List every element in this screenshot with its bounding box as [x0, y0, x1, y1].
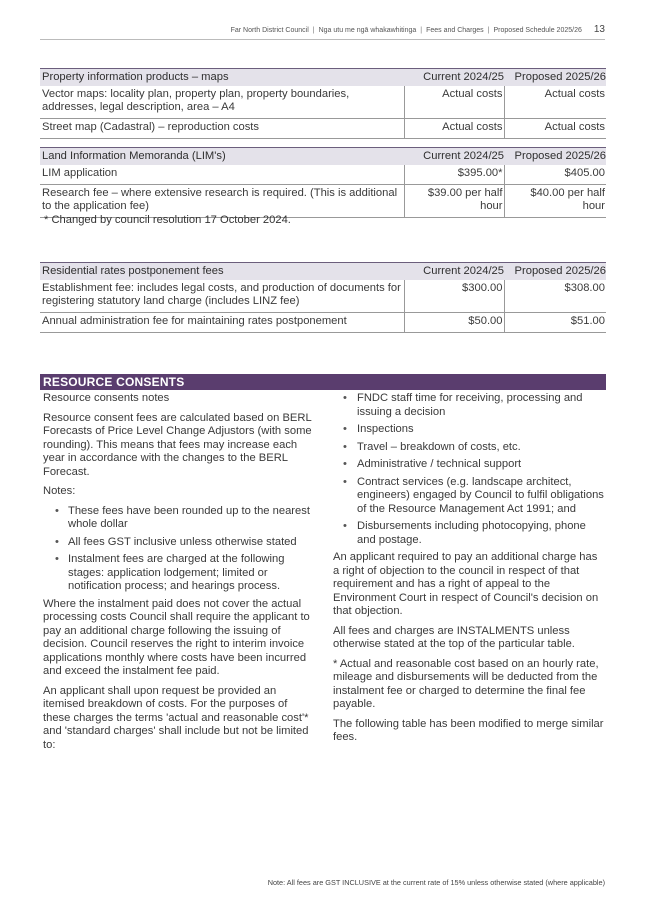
column-header-current: Current 2024/25 — [404, 148, 504, 166]
paragraph: * Actual and reasonable cost based on an hourly rate, mileage and disbursements will be deducted from the instalment fee or charged to determine the final fee payable. — [333, 657, 599, 710]
fee-description: Street map (Cadastral) – reproduction costs — [40, 119, 404, 139]
list-item: • Travel – breakdown of costs, etc. — [333, 441, 605, 455]
list-item: • Inspections — [333, 423, 605, 437]
list-item: • Contract services (e.g. landscape architect, engineers) engaged by Council to fulfil obligations of the Resource Management Act 1991; and — [333, 476, 605, 517]
paragraph: Resource consent fees are calculated based on BERL Forecasts of Price Level Change Adjustors (with some rounding). This means that fees may increase each year in accordance with the changes to the BERL Forecast. — [43, 411, 312, 478]
fee-current: $39.00 per half hour — [404, 185, 504, 218]
fee-proposed: $405.00 — [504, 165, 606, 185]
table-header-row — [40, 69, 606, 87]
fee-current: $300.00 — [404, 280, 504, 313]
table-row — [40, 185, 606, 218]
page-header: Far North District Council | Nga utu me ngā whakawhitinga | Fees and Charges | Proposed Schedule 2025/26 13 — [230, 24, 605, 35]
paragraph: Resource consents notes — [43, 392, 170, 404]
table-header-row — [40, 263, 606, 281]
fee-proposed: Actual costs — [504, 119, 606, 139]
fee-proposed: $308.00 — [504, 280, 606, 313]
paragraph: All fees and charges are INSTALMENTS unless otherwise stated at the top of the particular table. — [333, 624, 575, 650]
resource-consents-banner: RESOURCE CONSENTS — [40, 374, 606, 390]
column-header-current: Current 2024/25 — [404, 69, 504, 87]
table-row — [40, 165, 606, 185]
paragraph: The following table has been modified to merge similar fees. — [333, 717, 604, 743]
list-item: • These fees have been rounded up to the nearest whole dollar — [43, 505, 315, 532]
paragraph: An applicant shall upon request be provided an itemised breakdown of costs. For the purposes of these charges the terms 'actual and reasonable cost'* and 'standard charges' shall include but not be limited to: — [43, 684, 309, 751]
fee-current: Actual costs — [404, 119, 504, 139]
lim-fee-table — [40, 147, 606, 218]
list-item: • Instalment fees are charged at the following stages: application lodgement; limited or notification process; and hearings process. — [43, 553, 315, 594]
rates-postponement-fee-table — [40, 262, 606, 333]
fee-proposed: Actual costs — [504, 86, 606, 119]
header-org: Far North District Council — [230, 27, 309, 34]
table-row — [40, 86, 606, 119]
column-header-proposed: Proposed 2025/26 — [504, 69, 606, 87]
fee-description: Research fee – where extensive research is required. (This is additional to the application fee) — [40, 185, 404, 218]
fee-current: Actual costs — [404, 86, 504, 119]
paragraph: Notes: — [43, 485, 76, 497]
column-header-proposed: Proposed 2025/26 — [504, 148, 606, 166]
fee-description: Establishment fee: includes legal costs, and production of documents for registering statutory land charge (includes LINZ fee) — [40, 280, 404, 313]
list-item: • Administrative / technical support — [333, 458, 605, 472]
paragraph: An applicant required to pay an additional charge has a right of objection to the council in respect of that requirement and has a right of appeal to the Environment Court in respect of Council's decision on that objection. — [333, 551, 599, 617]
fee-current: $395.00* — [404, 165, 504, 185]
header-schedule: Proposed Schedule 2025/26 — [493, 27, 582, 34]
cost-items-list — [333, 392, 605, 547]
fee-proposed: $40.00 per half hour — [504, 185, 606, 218]
fee-description: Annual administration fee for maintaining rates postponement — [40, 313, 404, 333]
header-divider — [40, 39, 605, 40]
fee-proposed: $51.00 — [504, 313, 606, 333]
table-title: Land Information Memoranda (LIM's) — [40, 148, 404, 166]
fee-description: LIM application — [40, 165, 404, 185]
column-header-proposed: Proposed 2025/26 — [504, 263, 606, 281]
column-header-current: Current 2024/25 — [404, 263, 504, 281]
list-item: • Disbursements including photocopying, phone and postage. — [333, 520, 605, 547]
table-title: Residential rates postponement fees — [40, 263, 404, 281]
resource-notes-right-column — [333, 392, 605, 751]
list-item: • All fees GST inclusive unless otherwise stated — [43, 536, 315, 550]
resource-notes-left-column — [43, 392, 315, 758]
table-title: Property information products – maps — [40, 69, 404, 87]
page-footer-note: Note: All fees are GST INCLUSIVE at the current rate of 15% unless otherwise stated (where applicable) — [267, 878, 605, 887]
lim-footnote: * Changed by council resolution 17 October 2024. — [44, 214, 291, 226]
table-header-row — [40, 148, 606, 166]
fee-description: Vector maps: locality plan, property plan, property boundaries, addresses, legal description, area – A4 — [40, 86, 404, 119]
header-section: Fees and Charges — [426, 27, 484, 34]
table-row — [40, 313, 606, 333]
paragraph: Where the instalment paid does not cover the actual processing costs Council shall require the applicant to pay an additional charge following the issuing of decision. Council reserves the right to interim invoice applications monthly where costs have been incurred and exceed the instalment fee paid. — [43, 597, 310, 677]
maps-fee-table — [40, 68, 606, 139]
page-number: 13 — [593, 24, 605, 35]
table-row — [40, 119, 606, 139]
table-row — [40, 280, 606, 313]
header-maori: Nga utu me ngā whakawhitinga — [318, 27, 417, 34]
fee-current: $50.00 — [404, 313, 504, 333]
list-item: • FNDC staff time for receiving, processing and issuing a decision — [333, 392, 605, 419]
notes-list — [43, 505, 315, 594]
